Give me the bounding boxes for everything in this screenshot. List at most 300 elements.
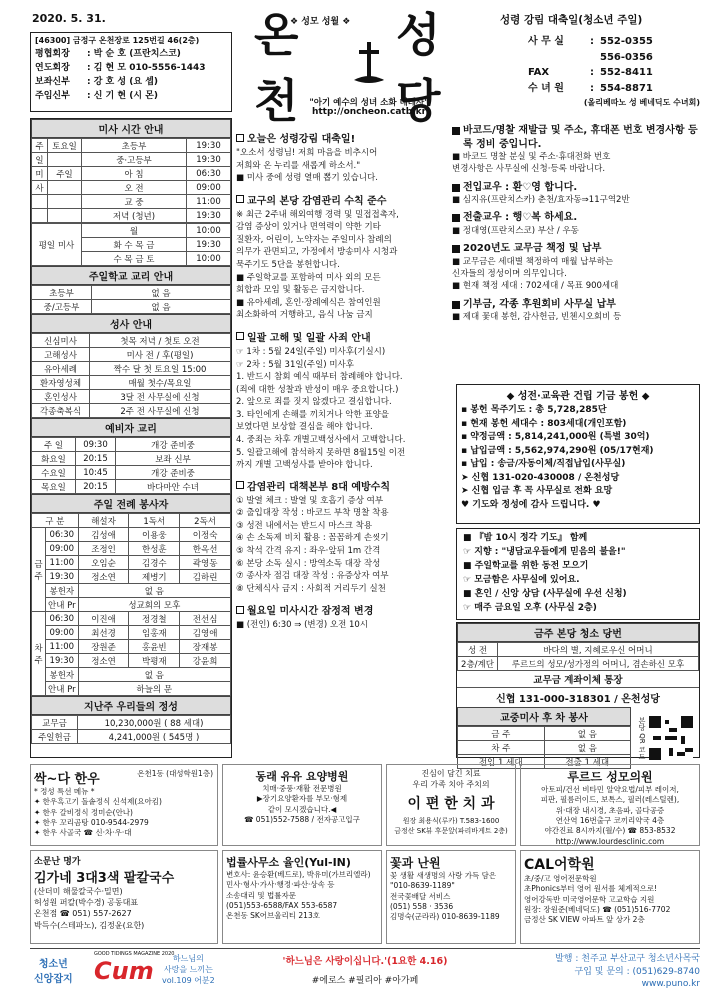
mass-row xyxy=(32,195,231,209)
volunteer-cell: 곽영동 xyxy=(180,556,231,570)
building-line: ➤ 신협 입금 후 꼭 사무실로 전화 요망 xyxy=(461,486,613,496)
a3-line: 우리 가족 치아 주치의 xyxy=(412,780,490,789)
cleaning-row xyxy=(458,657,699,671)
a2-line: ☎ 051)552-7588 / 전자공고입구 xyxy=(244,815,360,825)
a1-line: ✦ 한우흑고기 돌솥정식 신석제(요아킴) xyxy=(34,797,162,807)
a7-line: 꽃 생활 새생명의 사랑 가득 담은 xyxy=(390,871,497,880)
ad-clinic-lines xyxy=(524,785,696,846)
notice-right-line: ■ 정대영(프란치스코) 부산 / 우동 xyxy=(452,225,579,236)
mass-cell: 중·고등부 xyxy=(82,153,187,167)
ad-dental-lines xyxy=(390,768,512,836)
footer xyxy=(30,948,700,994)
mass-cell: 19:30 xyxy=(187,139,231,153)
filled-square-icon xyxy=(452,301,460,309)
officer-label: 주임신부 xyxy=(35,90,70,101)
a2-line: 치매·중풍·재활 전문병원 xyxy=(262,784,342,793)
notice-mid-line: 4. 중죄는 차후 개별고백성사에서 고백합니다. xyxy=(236,434,406,445)
square-icon xyxy=(236,134,244,142)
school-cell: 없 음 xyxy=(92,300,231,314)
sacrament-row xyxy=(32,376,231,390)
volunteer-time: 11:00 xyxy=(46,556,79,570)
footer-mid1: 하느님의 xyxy=(172,954,204,963)
contact-sep xyxy=(590,50,600,66)
a3-line: 금정산 SK뷰 후문앞(파리바게트 2층) xyxy=(394,827,508,835)
mass-cell xyxy=(48,209,82,223)
notice-mid-line: 최소화하여 거행하고, 음식 나눔 금지 xyxy=(236,310,373,321)
sacrament-cell: 환자영성체 xyxy=(32,376,90,390)
mass-cell: 아 침 xyxy=(82,167,187,181)
mass-cell: 19:30 xyxy=(187,209,231,223)
notice-right-title xyxy=(452,211,700,225)
notice-right xyxy=(452,298,700,324)
volunteers-table xyxy=(31,513,231,696)
footer-publisher: 발행 : 천주교 부산교구 청소년사목국 xyxy=(555,954,700,964)
volunteer-col: 2독서 xyxy=(180,514,231,528)
notice-mid-line: 1. 반드시 참회 예식 때부터 참례해야 합니다. xyxy=(236,372,403,383)
finance-title: 지난주 우리들의 정성 xyxy=(31,696,231,715)
notice-right-line: ■ 심지유(프란치스카) 춘천/효자동⇒11구역2반 xyxy=(452,195,630,206)
building-line: ▪ 봉헌 목주기도 : 총 5,728,285단 xyxy=(461,405,607,415)
prayer-line: ■ 혼인 / 신앙 상담 (사무실에 우선 신청) xyxy=(463,588,627,599)
contact-value: 552-8411 xyxy=(600,67,653,78)
volunteer-cell: 최선경 xyxy=(78,626,129,640)
issue-date: 2020. 5. 31. xyxy=(32,12,106,25)
volunteer-time: 안내 Pr xyxy=(46,598,79,612)
a5-line: (산더미 해물칼국수·밀면) xyxy=(34,887,123,896)
weekday-time: 10:00 xyxy=(187,224,231,238)
catechism-cell: 보좌 신부 xyxy=(116,452,231,466)
notice-mid-line: ③ 성전 내에서는 반드시 마스크 착용 xyxy=(236,520,373,531)
a6-line: 소송대리 및 법률자문 xyxy=(226,890,296,900)
weekday-time: 10:00 xyxy=(187,252,231,266)
footer-left2: 신앙잡지 xyxy=(34,974,73,985)
a1-line: ✦ 한우 꼬리곰탕 010-9544-2979 xyxy=(34,818,149,828)
a3-line: 진심이 담긴 치료 xyxy=(421,769,481,778)
volunteer-cell: 이진애 xyxy=(78,612,129,626)
mass-row xyxy=(32,167,231,181)
mass-cell: 주일 xyxy=(48,167,82,181)
notice-mid-title xyxy=(236,130,444,145)
ad-academy xyxy=(520,850,700,944)
sacrament-cell: 미사 전 / 후(평일) xyxy=(90,348,231,362)
publisher-label: ❖ 성모 성월 ❖ xyxy=(290,17,351,27)
volunteer-col: 1독서 xyxy=(129,514,180,528)
building-line: ▪ 납입금액 : 5,562,974,290원 (05/17현재) xyxy=(461,445,654,456)
contact-row xyxy=(528,50,700,66)
contact-value: 556-0356 xyxy=(600,51,653,63)
volunteer-time: 09:00 xyxy=(46,626,79,640)
service-cell: 없 음 xyxy=(544,727,631,741)
officer-value: : 강 호 성 (요 셉) xyxy=(87,76,158,87)
a5-line: 온천점 ☎ 051) 557-2627 xyxy=(34,909,132,919)
catechism-row xyxy=(32,452,231,466)
volunteer-cell: 김성애 xyxy=(78,528,129,542)
a5-line: 박득수(스테파노), 김정윤(요한) xyxy=(34,920,145,930)
notice-right-title-text: 전출교우 : 행♡복 하세요. xyxy=(463,212,578,224)
volunteer-cell: 김영애 xyxy=(180,626,231,640)
mass-cell: 토요일 xyxy=(48,139,82,153)
notice-mid-line: ■ 주일학교를 포함하여 미사 외의 모든 xyxy=(236,272,381,283)
service-cell: 차 주 xyxy=(458,741,545,755)
notice-right-line: 변경사항은 사무실에 신청·등록 바랍니다. xyxy=(452,164,606,175)
ad-academy-name: CAL어학원 xyxy=(524,857,595,873)
officer-label: 연도회장 xyxy=(35,62,70,73)
volunteer-cell: 정소연 xyxy=(78,570,129,584)
sacrament-cell: 짝수 달 첫 토요일 15:00 xyxy=(90,362,231,376)
catechism-row xyxy=(32,438,231,452)
finance-cell: 교무금 xyxy=(32,716,78,730)
ad-hospital xyxy=(222,764,382,846)
filled-square-icon xyxy=(452,245,460,253)
mass-cell: 일 xyxy=(32,153,48,167)
notice-mid-line: ⑥ 본당 소독 실시 : 방역소독 대장 작성 xyxy=(236,558,381,569)
a4-line: 야간진료 8시까지(월/수) ☎ 853-8532 xyxy=(544,826,676,836)
a8-line: 초/중/고 영어전문학원 xyxy=(524,874,597,883)
notice-mid-title-text: 오늘은 성령강림 대축일! xyxy=(247,134,356,145)
school-cell: 중/고등부 xyxy=(32,300,92,314)
volunteer-cell: 임홍재 xyxy=(129,626,180,640)
volunteer-cell: 정경철 xyxy=(129,612,180,626)
notice-mid-title-text: 월요일 미사시간 잠정적 변경 xyxy=(247,606,374,618)
notice-mid-title-text: 감염관리 대책본부 8대 예방수칙 xyxy=(247,481,390,493)
a2-line: 같이 모시겠습니다.◀ xyxy=(267,804,337,814)
notice-right-title-text: 바코드/명찰 재발급 및 주소, 휴대폰 번호 변경사항 등록 정비 중입니다. xyxy=(463,125,698,150)
volunteer-cell: 이용웅 xyxy=(129,528,180,542)
footer-mid2: 사랑을 느끼는 xyxy=(163,965,213,974)
volunteer-cell: 한옥선 xyxy=(180,542,231,556)
notice-mid-line: ■ (전인) 6:30 ⇒ (변경) 오전 10시 xyxy=(236,620,369,631)
notice-mid-line: ④ 손 소독제 비치 활용 : 꼼꼼하게 손씻기 xyxy=(236,533,389,544)
school-cell: 초등부 xyxy=(32,286,92,300)
weekday-row xyxy=(32,224,231,238)
volunteer-cell: 장원준 xyxy=(78,640,129,654)
contact-value: 554-8871 xyxy=(600,82,653,94)
contact-sep: : xyxy=(590,82,594,94)
ad-hospital-name: 동래 유유 요양병원 xyxy=(255,770,349,783)
mass-row xyxy=(32,139,231,153)
cleaning-cell: 2층/계단 xyxy=(458,657,498,671)
a6-line: 온천동 SK어브울리티 213호 xyxy=(226,911,320,921)
a4-line: http://www.lourdesclinic.com xyxy=(555,836,665,846)
prayer-line: ☞ 모금함은 사무실에 있어요. xyxy=(463,574,580,585)
volunteer-time: 06:30 xyxy=(46,612,79,626)
notice-mid-line: ① 발열 체크 : 발열 및 호흡기 증상 여부 xyxy=(236,495,384,506)
notice-right-title xyxy=(452,181,700,195)
footer-web[interactable]: www.puno.kr xyxy=(641,979,700,990)
nuns-label: (올리베따노 성 베네딕도 수녀회) xyxy=(583,98,700,107)
school-table xyxy=(31,285,231,314)
footer-brand: Cum xyxy=(94,957,154,985)
sacrament-cell: 첫목 저녁 / 첫토 오전 xyxy=(90,334,231,348)
notice-mid-line: ■ 유아세례, 혼인·장례예식은 참여인원 xyxy=(236,297,381,308)
notice-mid-line: 5. 일괄고해에 참석하지 못하면 8월15일 이전 xyxy=(236,447,406,458)
mass-cell xyxy=(32,209,48,223)
notice-mid-line: ☞ 2차 : 5월 31일(주일) 미사후 xyxy=(236,359,354,370)
left-column xyxy=(30,118,232,758)
cleaning-row xyxy=(458,643,699,657)
building-line: ▪ 납입 : 송금/자동이체/직접납입(사무실) xyxy=(461,459,626,469)
contact-sep: : xyxy=(590,36,594,47)
school-row xyxy=(32,300,231,314)
officer-value: : 신 기 현 (시 몬) xyxy=(87,90,158,101)
a8-line: 금정산 SK VIEW 아파트 앞 상가 2층 xyxy=(524,915,645,925)
volunteer-cell: 김하린 xyxy=(180,570,231,584)
volunteer-time: 06:30 xyxy=(46,528,79,542)
volunteer-row xyxy=(32,598,231,612)
ad-law-lines xyxy=(226,870,378,922)
square-icon xyxy=(236,195,244,203)
notice-right-line: ■ 제대 꽃대 봉헌, 감사헌금, 빈첸시오회비 등 xyxy=(452,312,622,323)
ad-noodle-lines xyxy=(34,854,214,931)
volunteer-row xyxy=(32,626,231,640)
a2-line: ▶장기요양환자를 부모·형제 xyxy=(256,794,348,804)
a5-line: 허성원 퍼칼(박수경) 공동대표 xyxy=(34,898,139,908)
cleaning-cell: 루르드의 성모/성가정의 어머니, 겸손하신 모후 xyxy=(498,657,699,671)
officer-value: : 박 순 호 (프란치스코) xyxy=(87,49,181,59)
finance-table xyxy=(31,715,231,744)
service-foot-cell: 전입 1 세대 xyxy=(458,755,545,769)
cleaning-cell: 성 전 xyxy=(458,643,498,657)
building-fund-lines xyxy=(461,404,695,512)
ad-noodle xyxy=(30,850,218,944)
notice-mid-line: ⑦ 종사자 점검 대장 작성 : 유증상자 여부 xyxy=(236,571,389,582)
notice-mid-line: 보였다면 보상할 결심을 해야 합니다. xyxy=(236,422,373,433)
notice-right-title-text: 전입교우 : 환♡영 합니다. xyxy=(463,181,578,193)
notice-mid-title xyxy=(236,192,444,207)
filled-square-icon xyxy=(452,127,460,135)
website-link[interactable]: http://oncheon.catb.kr xyxy=(311,107,427,117)
volunteer-time: 안내 Pr xyxy=(46,682,79,696)
service-foot-cell: 전출 1 세대 xyxy=(544,755,631,769)
footer-slogan: '하느님은 사랑이십니다.'(1요한 4.16) xyxy=(282,956,448,967)
parish-info-box xyxy=(30,32,232,112)
volunteer-row xyxy=(32,640,231,654)
notice-mid-line: 까지 개별 고백성사를 받아야 합니다. xyxy=(236,460,373,471)
volunteer-cell: 장재봉 xyxy=(180,640,231,654)
footer-order: 구입 및 문의 : (051)629-8740 xyxy=(574,966,700,977)
a6-line: (051)553-6588/FAX 553-6587 xyxy=(226,901,338,911)
volunteer-cell: 전선심 xyxy=(180,612,231,626)
catechism-table xyxy=(31,437,231,494)
weekday-label: 평일 미사 xyxy=(32,224,82,266)
school-title: 주일학교 교리 안내 xyxy=(31,266,231,285)
footer-mid3: vol.109 어분2 xyxy=(162,976,215,985)
qr-code-icon[interactable] xyxy=(649,716,693,760)
catechism-cell: 수요일 xyxy=(32,466,76,480)
volunteer-row xyxy=(32,528,231,542)
volunteer-cell: 오임순 xyxy=(78,556,129,570)
officer-row xyxy=(35,48,227,62)
prayer-box xyxy=(456,528,700,620)
prayer-line: ■ 『밤 10시 정각 기도』 함께 xyxy=(463,533,588,543)
catechism-row xyxy=(32,480,231,494)
notice-mid-title-text: 교구의 본당 감염관리 수칙 준수 xyxy=(247,195,387,207)
service-row xyxy=(458,741,631,755)
sacrament-title: 성사 안내 xyxy=(31,314,231,333)
notice-mid-line: 의무가 관면되고, 가정에서 방송미사 시청과 xyxy=(236,247,398,258)
title-left: 온천 xyxy=(254,8,303,128)
prayer-line: ■ 주일학교를 위한 동전 모으기 xyxy=(463,560,589,571)
account-title: 교무금 계좌이체 통장 xyxy=(457,671,699,688)
qr-label: 본당 QR 코드 xyxy=(638,716,646,760)
finance-cell: 주일헌금 xyxy=(32,730,78,744)
ad-noodle-name: 김가네 3대3색 팥칼국수 xyxy=(34,871,175,886)
service-cell: 없 음 xyxy=(544,741,631,755)
catechism-cell: 20:15 xyxy=(76,452,116,466)
square-icon xyxy=(236,481,244,489)
volunteer-cell: 박평재 xyxy=(129,654,180,668)
notice-right-line: ■ 현재 책정 세대 : 702세대 / 목표 900세대 xyxy=(452,281,619,292)
officer-label: 보좌신부 xyxy=(35,76,70,87)
notice-right-line: 신자들의 정성이며 의무입니다. xyxy=(452,269,567,280)
mass-cell: 주 xyxy=(32,139,48,153)
catechism-cell: 주 일 xyxy=(32,438,76,452)
mass-cell: 사 xyxy=(32,181,48,195)
catechism-cell: 개강 준비중 xyxy=(116,466,231,480)
volunteer-cell: 없 음 xyxy=(78,668,230,682)
catechism-title: 예비자 교리 xyxy=(31,418,231,437)
contact-row xyxy=(528,34,700,50)
weekday-day: 월 xyxy=(82,224,187,238)
sacrament-cell: 고해성사 xyxy=(32,348,90,362)
building-line: ▪ 약정금액 : 5,814,241,000원 (특별 30억) xyxy=(461,432,650,442)
footer-brand-sub: GOOD TIDINGS MAGAZINE 2020 xyxy=(94,951,175,957)
mass-cell xyxy=(48,153,82,167)
ad-clinic xyxy=(520,764,700,846)
ad-flower-name: 꽃과 난원 xyxy=(390,856,441,870)
sacrament-row xyxy=(32,348,231,362)
volunteers-title: 주일 전례 봉사자 xyxy=(31,494,231,513)
notice-mid-line: "오소서 성령님! 저희 마음을 비추시어 xyxy=(236,148,378,158)
cleaning-cell: 바다의 별, 지혜로우신 어머니 xyxy=(498,643,699,657)
sacrament-row xyxy=(32,404,231,418)
volunteer-col: 해설자 xyxy=(78,514,129,528)
notice-mid-line: ⑤ 착석 간격 유지 : 좌우·앞뒤 1m 간격 xyxy=(236,546,381,557)
contact-label: 사 무 실 xyxy=(528,36,564,47)
ad-law xyxy=(222,850,382,944)
volunteer-cell: 홍윤빈 xyxy=(129,640,180,654)
notice-right-title xyxy=(452,298,700,312)
mass-row xyxy=(32,153,231,167)
a4-line: 아토피/건선 비타민 알약요법/피부 레이저, xyxy=(541,785,679,794)
a6-line: 변호사: 윤승환(베드로), 박유미(가브리엘라) xyxy=(226,870,371,879)
notice-right xyxy=(452,242,700,292)
volunteer-row xyxy=(32,612,231,626)
volunteer-header xyxy=(32,514,231,528)
notice-mid-line: 감염 증상이 있거나 면역력이 약한 기타 xyxy=(236,222,381,233)
contact-row xyxy=(528,81,700,97)
notice-mid-line: ⑧ 단체식사 금지 : 사회적 거리두기 실천 xyxy=(236,583,386,594)
volunteer-cell: 하늘의 문 xyxy=(78,682,230,696)
contact-label: FAX xyxy=(528,67,550,78)
square-icon xyxy=(236,606,244,614)
volunteer-week: 차 주 xyxy=(32,612,46,696)
volunteer-cell: 이정숙 xyxy=(180,528,231,542)
catechism-cell: 화요일 xyxy=(32,452,76,466)
notice-right xyxy=(452,211,700,237)
sacrament-row xyxy=(32,362,231,376)
mass-times-title: 미사 시간 안내 xyxy=(31,119,231,138)
volunteer-col: 구 분 xyxy=(32,514,79,528)
service-cell: 금 주 xyxy=(458,727,545,741)
contact-row xyxy=(528,65,700,81)
cleaning-box xyxy=(456,622,700,768)
catechism-cell: 개강 준비중 xyxy=(116,438,231,452)
notice-right xyxy=(452,181,700,207)
mass-cell: 19:30 xyxy=(187,153,231,167)
notice-mid-line: ■ 미사 중에 성령 열매 뽑기 있습니다. xyxy=(236,173,378,184)
service-table xyxy=(457,726,631,769)
officer-value: : 김 현 모 010-5556-1443 xyxy=(87,62,206,73)
weekday-time: 19:30 xyxy=(187,238,231,252)
square-icon xyxy=(236,332,244,340)
mass-table xyxy=(31,138,231,223)
a7-line: 김명숙(군라라) 010-8639-1189 xyxy=(390,912,500,922)
notice-mid xyxy=(236,130,444,185)
weekday-day: 화 수 목 금 xyxy=(82,238,187,252)
a7-line: (051) 558 · 3536 xyxy=(390,902,454,912)
notice-right-line: ■ 바코드 명찰 분실 및 주소·휴대전화 번호 xyxy=(452,152,611,162)
mass-cell: 교 중 xyxy=(82,195,187,209)
ad-hospital-lines xyxy=(226,784,378,825)
catechism-cell: 10:45 xyxy=(76,466,116,480)
volunteer-row xyxy=(32,682,231,696)
ad-hanwoo-name: 싹~다 한우 xyxy=(34,772,100,787)
building-line: ♥ 기도와 정성에 감사 드립니다. ♥ xyxy=(461,499,601,510)
notice-mid-line: ☞ 1차 : 5월 24일(주일) 미사후(기실시) xyxy=(236,346,386,357)
mass-cell xyxy=(32,195,48,209)
sacrament-cell: 혼인성사 xyxy=(32,390,90,404)
ad-law-name: 법률사무소 율인(Yul-IN) xyxy=(226,856,351,869)
weekday-mass-table xyxy=(31,223,231,266)
sacrament-cell: 유아세례 xyxy=(32,362,90,376)
filled-square-icon xyxy=(452,214,460,222)
a8-line: 영어강독반 미국영어문학 고교학습 지원 xyxy=(524,894,655,904)
finance-row xyxy=(32,730,231,744)
volunteer-cell: 정소연 xyxy=(78,654,129,668)
contacts-list xyxy=(528,34,700,96)
cleaning-table xyxy=(457,642,699,671)
mass-cell xyxy=(48,195,82,209)
school-row xyxy=(32,286,231,300)
a8-line: 원장: 장원준(베네딕도) ☎ (051)516-7702 xyxy=(524,905,671,915)
volunteer-time: 19:30 xyxy=(46,654,79,668)
building-fund-box xyxy=(456,384,700,524)
motto: "아기 예수의 성녀 소화 데레사" xyxy=(309,98,429,108)
notice-right-title-text: 2020년도 교무금 책정 및 납부 xyxy=(463,243,602,255)
sacrament-row xyxy=(32,390,231,404)
sacrament-cell: 3달 전 사무실에 신청 xyxy=(90,390,231,404)
sacrament-cell: 매월 첫수/목요일 xyxy=(90,376,231,390)
notice-mid-title xyxy=(236,602,444,617)
sacrament-cell: 각종축복식 xyxy=(32,404,90,418)
sacrament-table xyxy=(31,333,231,418)
a4-line: 위·대장 내시경, 초음파, 골다공증 xyxy=(555,805,665,815)
school-cell: 없 음 xyxy=(92,286,231,300)
a6-line: 민사·형사·가사·행정·파산·상속 등 xyxy=(226,880,335,890)
cleaning-title: 금주 본당 청소 당번 xyxy=(457,623,699,642)
volunteer-time: 봉헌자 xyxy=(46,668,79,682)
a7-line: 전국꽃배달 서비스 xyxy=(390,891,451,901)
mass-cell: 09:00 xyxy=(187,181,231,195)
volunteer-row xyxy=(32,542,231,556)
sacrament-cell: 2주 전 사무실에 신청 xyxy=(90,404,231,418)
ad-hanwoo-lines xyxy=(34,787,214,839)
volunteer-cell: 성교회의 모후 xyxy=(78,598,230,612)
notice-mid-line: 회합과 모임 및 활동은 금지합니다. xyxy=(236,285,365,296)
middle-column xyxy=(232,130,448,758)
a4-line: 피판, 필름러이드, 보톡스, 필러(레스틸렌), xyxy=(540,795,680,805)
